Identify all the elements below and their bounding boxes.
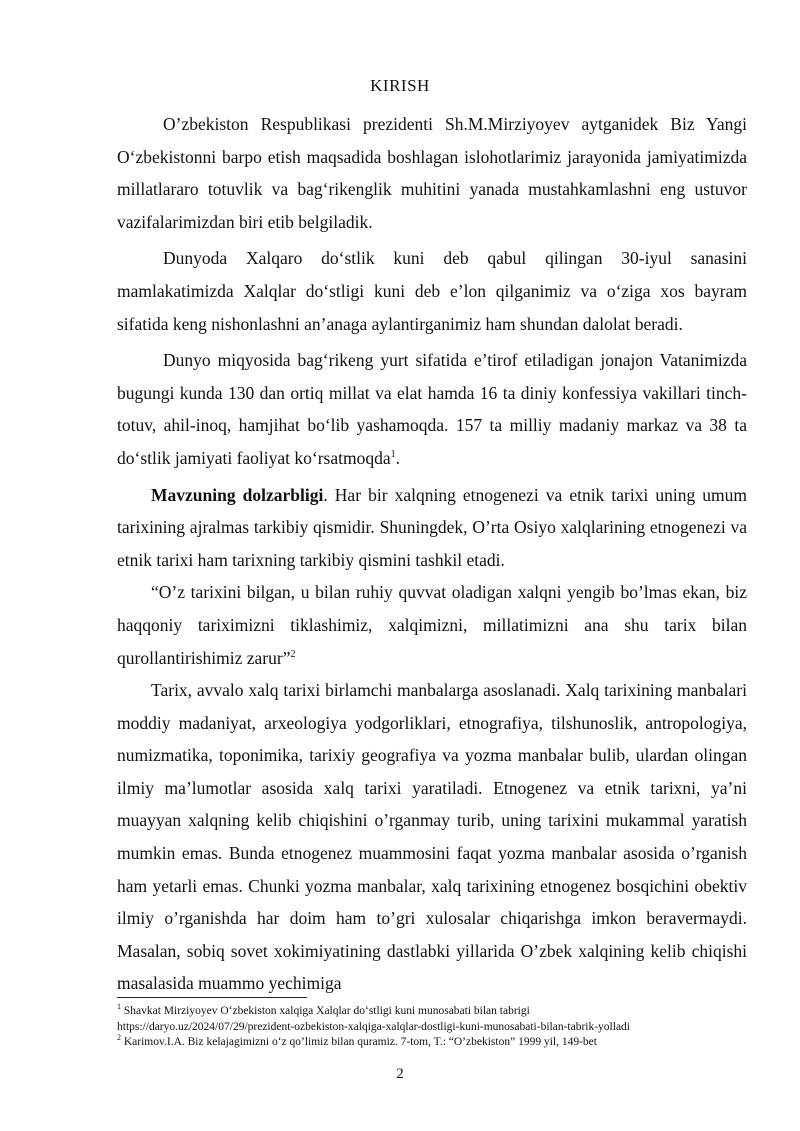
footnote-1-mark: 1 bbox=[117, 1002, 121, 1012]
footnote-1-link[interactable]: https://daryo.uz/2024/07/29/prezident-ozbekiston-xalqiga-xalqlar-dostligi-kuni-munosabati-bilan-tabrik-yolladi bbox=[117, 1020, 630, 1033]
footnote-1-text: Shavkat Mirziyoyev O‘zbekiston xalqiga Xalqlar do‘stligi kuni munosabati bilan tabrigi bbox=[121, 1005, 530, 1017]
paragraph-4 bbox=[117, 479, 747, 577]
footnote-divider bbox=[117, 997, 307, 998]
footnote-1 bbox=[117, 1004, 757, 1020]
paragraph-5-text: “O’z tarixini bilgan, u bilan ruhiy quvvat oladigan xalqni yengib bo’lmas ekan, biz haqqoniy tariximizni tiklashimiz, xalqimizni, millatimizni ana shu tarix bilan qurollantirishimiz zarur” bbox=[117, 582, 747, 668]
paragraph-5 bbox=[117, 576, 747, 674]
paragraph-3-text: Dunyo miqyosida bag‘rikeng yurt sifatida e’tirof etiladigan jonajon Vatanimizda bugungi kunda 130 dan ortiq millat va elat hamda 16 ta diniy konfessiya vakillari tinch-totuv, ahil-inoq, hamjihat bo‘lib yashamoqda. 157 ta milliy madaniy markaz va 38 ta do‘stlik jamiyati faoliyat ko‘rsatmoqda bbox=[117, 350, 747, 468]
page-number: 2 bbox=[396, 1066, 404, 1082]
footnote-ref-2: 2 bbox=[290, 648, 296, 660]
footnote-2-text: Karimov.I.A. Biz kelajagimizni o‘z qo’limiz bilan quramiz. 7-tom, T.: “O’zbekiston” 1999 yil, 149-bet bbox=[121, 1036, 597, 1048]
footnote-2-mark: 2 bbox=[117, 1033, 121, 1043]
paragraph-1: O’zbekiston Respublikasi prezidenti Sh.M.Mirziyoyev aytganidek Biz Yangi O‘zbekistonni barpo etish maqsadida boshlagan islohotlarimiz jarayonida jamiyatimizda millatlararo totuvlik va bag‘rikenglik muhitini yanada mustahkamlashni eng ustuvor vazifalarimizdan biri etib belgiladik. bbox=[117, 114, 747, 232]
footnotes bbox=[117, 1004, 757, 1051]
paragraph-3: Dunyo miqyosida bag‘rikeng yurt sifatida e’tirof etiladigan jonajon Vatanimizda bugungi kunda 130 dan ortiq millat va elat hamda 16 ta diniy konfessiya vakillari tinch-totuv, ahil-inoq, hamjihat bo‘lib yashamoqda. 157 ta milliy madaniy markaz va 38 ta do‘stlik jamiyati faoliyat ko‘rsatmoqda$^1$. bbox=[117, 350, 747, 468]
paragraph-4-text: Har bir xalqning etnogenezi va etnik tarixi uning umum tarixining ajralmas tarkibiy qismidir. Shuningdek, O’rta Osiyo xalqlarining etnogenezi va etnik tarixi ham tarixning tarkibiy qismini tashkil etadi. bbox=[117, 484, 748, 570]
relevance-heading: Mavzuning dolzarbligi bbox=[151, 484, 324, 505]
paragraph-2: Dunyoda Xalqaro do‘stlik kuni deb qabul qilingan 30-iyul sanasini mamlakatimizda Xalqlar do‘stligi kuni deb e’lon qilganimiz va o‘ziga xos bayram sifatida keng nishonlashni an’anaga aylantirganimiz ham shundan dalolat beradi. bbox=[117, 248, 747, 334]
footnote-ref-1: 1 bbox=[390, 449, 396, 461]
relevance-heading-punct: . bbox=[323, 484, 328, 505]
footnote-2 bbox=[117, 1035, 757, 1051]
body-text bbox=[117, 108, 747, 1000]
paragraph-6: Tarix, avvalo xalq tarixi birlamchi manbalarga asoslanadi. Xalq tarixining manbalari moddiy madaniyat, arxeologiya yodgorliklari, etnografiya, tilshunoslik, antropologiya, numizmatika, toponimika, tarixiy geografiya va yozma manbalar bulib, ulardan olingan ilmiy ma’lumotlar asosida xalq tarixi yaratiladi. Etnogenez va etnik tarixni, ya’ni muayyan xalqning kelib chiqishini o’rganmay turib, uning tarixini mukammal yaratish mumkin emas. Bunda etnogenez muammosini faqat yozma manbalar asosida o’rganish ham yetarli emas. Chunki yozma manbalar, xalq tarixining etnogenez bosqichini obektiv ilmiy o’rganishda har doim ham to’gri xulosalar chiqarishga imkon beravermaydi. Masalan, sobiq sovet xokimiyatining dastlabki yillarida O’zbek xalqining kelib chiqishi masalasida muammo yechimiga bbox=[117, 680, 747, 994]
section-title: KIRISH bbox=[370, 76, 430, 95]
